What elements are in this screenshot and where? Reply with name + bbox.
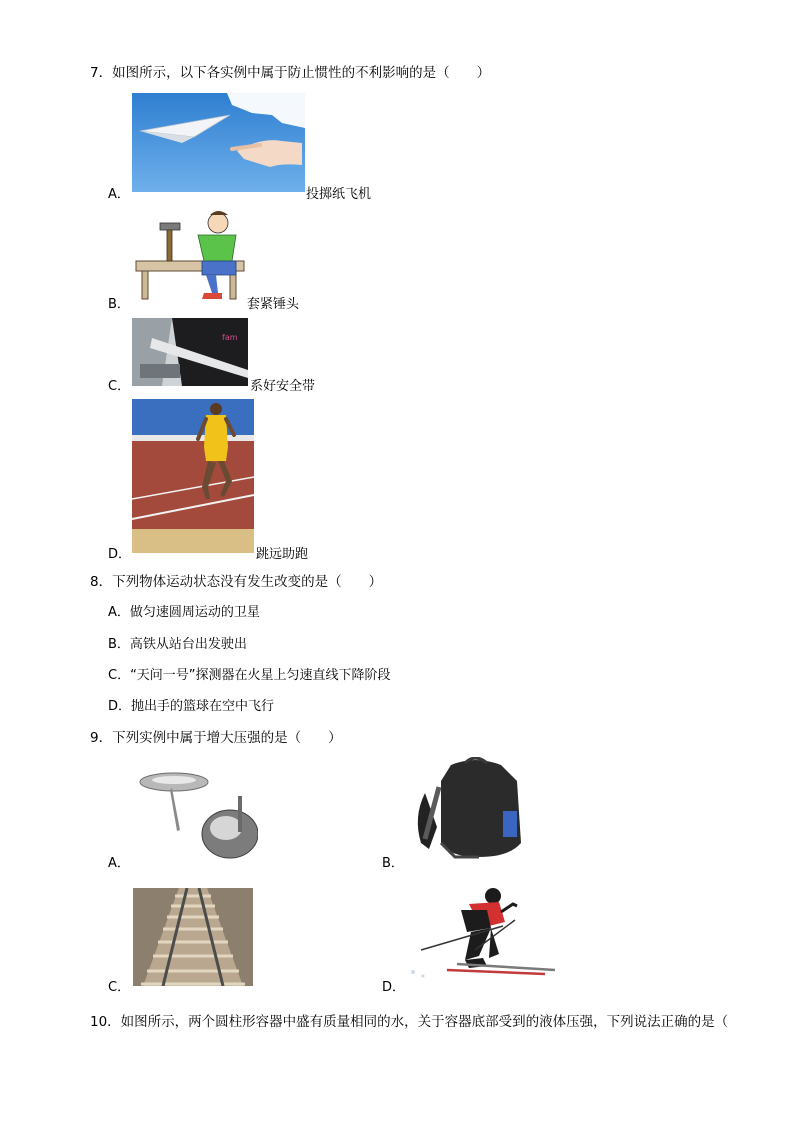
q9-stem: 9．下列实例中属于增大压强的是（ ） [90,730,342,746]
q8-option-a: A．做匀速圆周运动的卫星 [108,605,260,620]
q9-option-b-letter: B． [382,856,404,871]
q9-option-d-letter: D． [382,980,406,995]
long-jump-runup-photo [132,399,254,553]
seatbelt-photo [132,318,248,386]
q8-stem: 8．下列物体运动状态没有发生改变的是（ ） [90,574,383,590]
q9-option-a-letter: A． [108,856,130,871]
q7-option-c-letter: C． [108,379,131,394]
q8-option-d: D．抛出手的篮球在空中飞行 [108,699,275,714]
hammer-tightening-illustration [132,205,245,302]
q9-option-c-letter: C． [108,980,131,995]
q8-option-c: C．“天问一号”探测器在火星上匀速直线下降阶段 [108,668,391,683]
railway-track-photo [133,888,253,986]
q7-option-a-caption: 投掷纸飞机 [306,187,372,202]
q7-option-c-caption: 系好安全带 [250,379,316,394]
svg-text:fam: fam [222,333,238,342]
paper-plane-photo [132,93,305,192]
q7-option-a-letter: A． [108,187,130,202]
q7-option-d-letter: D． [108,547,132,562]
q7-option-d-caption: 跳远助跑 [256,547,309,562]
q7-option-b-letter: B． [108,297,130,312]
q10-stem: 10．如图所示，两个圆柱形容器中盛有质量相同的水，关于容器底部受到的液体压强，下列说法正确的是（ [90,1014,729,1030]
skier-photo [405,884,557,984]
q7-stem: 7．如图所示，以下各实例中属于防止惯性的不利影响的是（ ） [90,65,491,81]
q7-option-b-caption: 套紧锤头 [247,297,300,312]
q8-option-b: B．高铁从站台出发驶出 [108,637,247,652]
thumbtack-photo [134,768,258,862]
backpack-photo [405,757,530,861]
